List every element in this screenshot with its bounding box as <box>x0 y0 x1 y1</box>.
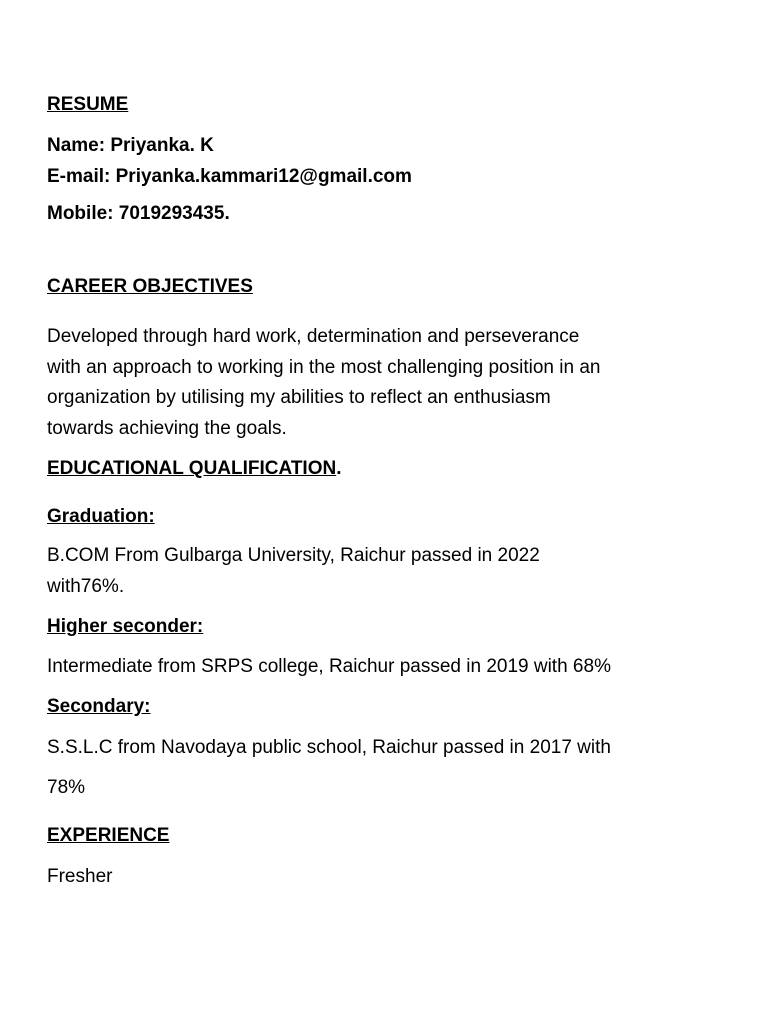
higher-secondary-line: Intermediate from SRPS college, Raichur passed in 2019 with 68% <box>47 656 611 677</box>
education-heading-row <box>47 458 341 480</box>
experience-value: Fresher <box>47 866 113 887</box>
career-objective-line: Developed through hard work, determination and perseverance <box>47 326 580 347</box>
name-line: Name: Priyanka. K <box>47 135 214 156</box>
mobile-line: Mobile: 7019293435. <box>47 203 230 224</box>
education-heading: EDUCATIONAL QUALIFICATION <box>47 458 337 479</box>
education-heading-period: . <box>336 458 342 479</box>
career-objective-line: with an approach to working in the most challenging position in an <box>47 357 601 378</box>
secondary-line: S.S.L.C from Navodaya public school, Raichur passed in 2017 with <box>47 737 611 758</box>
career-objective-line: organization by utilising my abilities to reflect an enthusiasm <box>47 387 551 408</box>
career-objective-line: towards achieving the goals. <box>47 418 287 439</box>
experience-heading: EXPERIENCE <box>47 825 170 846</box>
secondary-label: Secondary: <box>47 696 151 717</box>
higher-secondary-label: Higher seconder: <box>47 616 204 637</box>
graduation-line: B.COM From Gulbarga University, Raichur passed in 2022 <box>47 545 540 566</box>
graduation-label: Graduation: <box>47 506 155 527</box>
secondary-line: 78% <box>47 777 86 798</box>
resume-title: RESUME <box>47 94 129 115</box>
graduation-line: with76%. <box>47 576 125 597</box>
email-line: E-mail: Priyanka.kammari12@gmail.com <box>47 166 412 187</box>
career-objectives-heading: CAREER OBJECTIVES <box>47 276 253 297</box>
